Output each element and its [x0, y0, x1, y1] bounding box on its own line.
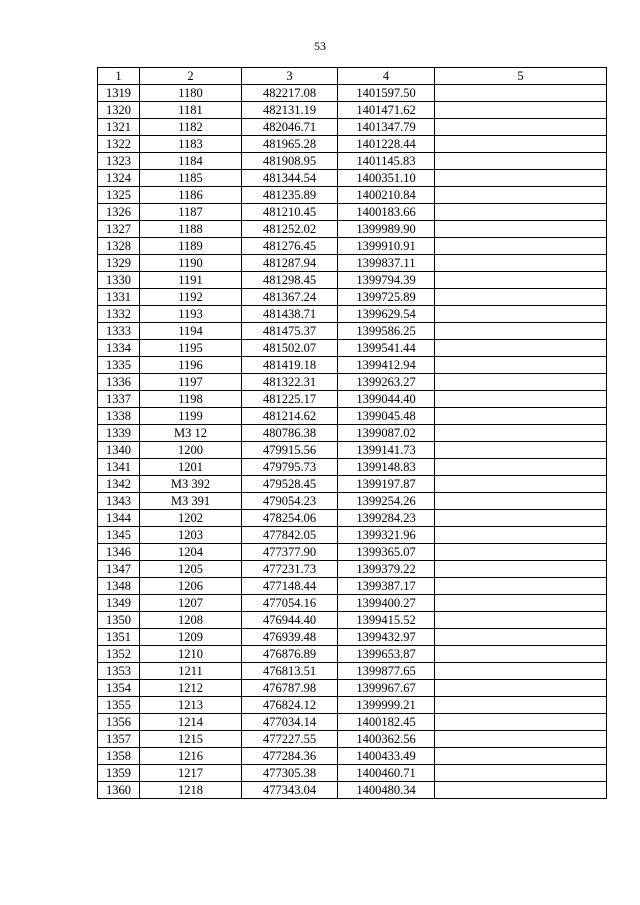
table-cell: 1399254.26 [338, 493, 435, 510]
table-cell: 1203 [140, 527, 242, 544]
table-cell: 1322 [98, 136, 140, 153]
table-row [98, 255, 607, 272]
table-cell: 1323 [98, 153, 140, 170]
table-cell: 1401471.62 [338, 102, 435, 119]
table-cell: 1354 [98, 680, 140, 697]
table-row [98, 306, 607, 323]
table-cell: 1188 [140, 221, 242, 238]
table-cell: 1335 [98, 357, 140, 374]
table-cell: 1357 [98, 731, 140, 748]
table-cell: 1338 [98, 408, 140, 425]
page-number: 53 [314, 39, 326, 53]
table-row [98, 221, 607, 238]
table-cell: 477231.73 [242, 561, 338, 578]
table-cell: 1209 [140, 629, 242, 646]
table-cell: 1399197.87 [338, 476, 435, 493]
table-cell: 1321 [98, 119, 140, 136]
table-row [98, 765, 607, 782]
table-cell: 1399141.73 [338, 442, 435, 459]
table-cell: 1329 [98, 255, 140, 272]
table-cell: 481210.45 [242, 204, 338, 221]
table-cell: 1214 [140, 714, 242, 731]
table-cell [435, 765, 607, 782]
table-row [98, 493, 607, 510]
table-row [98, 544, 607, 561]
table-cell: 1399989.90 [338, 221, 435, 238]
table-row [98, 272, 607, 289]
table-row [98, 119, 607, 136]
table-cell [435, 442, 607, 459]
table-cell: 1399365.07 [338, 544, 435, 561]
table-cell: 1331 [98, 289, 140, 306]
table-row [98, 714, 607, 731]
table-cell: 482217.08 [242, 85, 338, 102]
table-cell [435, 391, 607, 408]
table-cell [435, 170, 607, 187]
table-cell: 1400182.45 [338, 714, 435, 731]
table-cell [435, 238, 607, 255]
table-cell: 1400210.84 [338, 187, 435, 204]
table-cell: 1195 [140, 340, 242, 357]
table-row [98, 459, 607, 476]
table-row [98, 697, 607, 714]
table-cell [435, 340, 607, 357]
table-cell: 1353 [98, 663, 140, 680]
table-cell: 1401145.83 [338, 153, 435, 170]
table-cell [435, 544, 607, 561]
table-row [98, 782, 607, 799]
table-cell [435, 697, 607, 714]
table-cell: 1344 [98, 510, 140, 527]
table-cell [435, 782, 607, 799]
column-header: 5 [435, 68, 607, 85]
table-cell [435, 680, 607, 697]
table-cell: 1400480.34 [338, 782, 435, 799]
table-cell: 1181 [140, 102, 242, 119]
table-cell: 1399629.54 [338, 306, 435, 323]
table-cell: 1215 [140, 731, 242, 748]
table-cell: 477305.38 [242, 765, 338, 782]
table-row [98, 391, 607, 408]
table-cell: 1194 [140, 323, 242, 340]
table-cell: 1399837.11 [338, 255, 435, 272]
table-cell: 1326 [98, 204, 140, 221]
table-cell: 1350 [98, 612, 140, 629]
table-cell: 1401597.50 [338, 85, 435, 102]
table-row [98, 204, 607, 221]
table-row [98, 323, 607, 340]
table-cell: 482046.71 [242, 119, 338, 136]
table-cell: 1355 [98, 697, 140, 714]
table-row [98, 102, 607, 119]
table-cell: 1336 [98, 374, 140, 391]
table-cell: 1216 [140, 748, 242, 765]
table-cell: 1399432.97 [338, 629, 435, 646]
table-cell: 1324 [98, 170, 140, 187]
table-cell: 479528.45 [242, 476, 338, 493]
table-cell: 481214.62 [242, 408, 338, 425]
table-row [98, 238, 607, 255]
table-cell [435, 748, 607, 765]
table-cell: 476787.98 [242, 680, 338, 697]
table-row [98, 629, 607, 646]
table-cell: 1356 [98, 714, 140, 731]
table-cell: 477054.16 [242, 595, 338, 612]
table-cell: 1197 [140, 374, 242, 391]
table-cell: 482131.19 [242, 102, 338, 119]
table-cell: 1399284.23 [338, 510, 435, 527]
table-cell: 1213 [140, 697, 242, 714]
table-cell: 477227.55 [242, 731, 338, 748]
table-cell [435, 731, 607, 748]
table-cell: МЗ 391 [140, 493, 242, 510]
table-cell [435, 374, 607, 391]
table-row [98, 646, 607, 663]
table-cell: 1342 [98, 476, 140, 493]
table-cell: 1204 [140, 544, 242, 561]
table-cell: 1399412.94 [338, 357, 435, 374]
column-header: 2 [140, 68, 242, 85]
table-cell: 1400433.49 [338, 748, 435, 765]
table-cell: 1212 [140, 680, 242, 697]
table-cell: 1192 [140, 289, 242, 306]
table-cell: 1349 [98, 595, 140, 612]
table-cell: 1202 [140, 510, 242, 527]
table-cell: 1191 [140, 272, 242, 289]
table-cell: 1399045.48 [338, 408, 435, 425]
table-cell: 1399415.52 [338, 612, 435, 629]
table-row [98, 170, 607, 187]
table-cell: 1327 [98, 221, 140, 238]
table-cell: 476944.40 [242, 612, 338, 629]
table-cell: 1183 [140, 136, 242, 153]
table-cell: 1399586.25 [338, 323, 435, 340]
table-cell: 1340 [98, 442, 140, 459]
table-cell: 1400460.71 [338, 765, 435, 782]
table-cell: 1184 [140, 153, 242, 170]
table-cell [435, 221, 607, 238]
table-cell: 1345 [98, 527, 140, 544]
table-cell [435, 493, 607, 510]
table-row [98, 527, 607, 544]
table-cell [435, 102, 607, 119]
table-cell: 1399263.27 [338, 374, 435, 391]
table-cell [435, 714, 607, 731]
table-cell: 1334 [98, 340, 140, 357]
table-cell: 481367.24 [242, 289, 338, 306]
table-cell: 476824.12 [242, 697, 338, 714]
table-cell: 1211 [140, 663, 242, 680]
table-cell: 1401228.44 [338, 136, 435, 153]
table-cell [435, 476, 607, 493]
table-row [98, 510, 607, 527]
table-cell: 1346 [98, 544, 140, 561]
table-row [98, 408, 607, 425]
table-cell: 1319 [98, 85, 140, 102]
table-cell: 481344.54 [242, 170, 338, 187]
table-cell: 1190 [140, 255, 242, 272]
table-cell: 1399910.91 [338, 238, 435, 255]
table-cell: 481276.45 [242, 238, 338, 255]
table-cell: 1399379.22 [338, 561, 435, 578]
table-cell [435, 289, 607, 306]
table-cell [435, 136, 607, 153]
table-row [98, 374, 607, 391]
table-cell [435, 187, 607, 204]
table-row [98, 578, 607, 595]
table-cell: 480786.38 [242, 425, 338, 442]
table-cell: 1360 [98, 782, 140, 799]
table-row [98, 136, 607, 153]
table-cell: 1400362.56 [338, 731, 435, 748]
table-cell: 1337 [98, 391, 140, 408]
table-cell: 1359 [98, 765, 140, 782]
table-cell [435, 510, 607, 527]
table-row [98, 748, 607, 765]
table-cell: 1210 [140, 646, 242, 663]
coordinates-table [97, 67, 607, 799]
table-cell: 481287.94 [242, 255, 338, 272]
table-cell [435, 306, 607, 323]
table-cell [435, 578, 607, 595]
table-cell [435, 612, 607, 629]
table-cell: 481225.17 [242, 391, 338, 408]
table-cell: 481322.31 [242, 374, 338, 391]
table-cell: 1339 [98, 425, 140, 442]
table-cell: 1208 [140, 612, 242, 629]
table-cell: 1399967.67 [338, 680, 435, 697]
table-cell: 476813.51 [242, 663, 338, 680]
table-cell: 1198 [140, 391, 242, 408]
table-cell: 1196 [140, 357, 242, 374]
table-cell: 1358 [98, 748, 140, 765]
table-cell [435, 119, 607, 136]
table-cell: 478254.06 [242, 510, 338, 527]
table-cell: 476939.48 [242, 629, 338, 646]
table-cell: 1186 [140, 187, 242, 204]
table-cell: 1399321.96 [338, 527, 435, 544]
table-cell: 1332 [98, 306, 140, 323]
table-cell: 481438.71 [242, 306, 338, 323]
table-row [98, 680, 607, 697]
table-cell: 476876.89 [242, 646, 338, 663]
table-cell: 1325 [98, 187, 140, 204]
table-cell: 481502.07 [242, 340, 338, 357]
table-cell [435, 425, 607, 442]
table-cell: 481298.45 [242, 272, 338, 289]
table-cell: 1399087.02 [338, 425, 435, 442]
table-row [98, 425, 607, 442]
table-cell: 477343.04 [242, 782, 338, 799]
table-row [98, 442, 607, 459]
table-cell: 1399725.89 [338, 289, 435, 306]
table-cell: 1205 [140, 561, 242, 578]
table-cell [435, 153, 607, 170]
table-cell: 1207 [140, 595, 242, 612]
table-cell: 1399877.65 [338, 663, 435, 680]
table-cell [435, 357, 607, 374]
table-cell [435, 646, 607, 663]
table-cell: 1399044.40 [338, 391, 435, 408]
table-cell: 1341 [98, 459, 140, 476]
table-cell: МЗ 392 [140, 476, 242, 493]
table-cell: 1347 [98, 561, 140, 578]
table-row [98, 289, 607, 306]
table-cell: 477284.36 [242, 748, 338, 765]
table-row [98, 612, 607, 629]
table-row [98, 476, 607, 493]
table-cell: 1206 [140, 578, 242, 595]
table-cell: 481908.95 [242, 153, 338, 170]
table-row [98, 731, 607, 748]
table-row [98, 153, 607, 170]
table-cell: 1330 [98, 272, 140, 289]
table-row [98, 595, 607, 612]
table-cell: 477842.05 [242, 527, 338, 544]
table-cell: 1217 [140, 765, 242, 782]
column-header: 1 [98, 68, 140, 85]
table-cell [435, 255, 607, 272]
table-cell [435, 561, 607, 578]
table-cell [435, 595, 607, 612]
table-cell: МЗ 12 [140, 425, 242, 442]
table-cell: 1399794.39 [338, 272, 435, 289]
table-row [98, 340, 607, 357]
table-cell: 479054.23 [242, 493, 338, 510]
table-cell: 1399541.44 [338, 340, 435, 357]
table-cell: 1193 [140, 306, 242, 323]
table-row [98, 187, 607, 204]
table-cell [435, 459, 607, 476]
table-cell: 481965.28 [242, 136, 338, 153]
table-cell: 1320 [98, 102, 140, 119]
table-cell: 1199 [140, 408, 242, 425]
table-cell: 481419.18 [242, 357, 338, 374]
table-cell: 1399400.27 [338, 595, 435, 612]
table-cell: 1351 [98, 629, 140, 646]
table-cell: 479915.56 [242, 442, 338, 459]
table-cell: 1400351.10 [338, 170, 435, 187]
table-cell: 1343 [98, 493, 140, 510]
table-cell: 1401347.79 [338, 119, 435, 136]
table-header-row [98, 68, 607, 85]
table-cell: 1201 [140, 459, 242, 476]
table-cell: 1180 [140, 85, 242, 102]
table-cell: 1189 [140, 238, 242, 255]
table-cell: 477377.90 [242, 544, 338, 561]
table-cell: 1399148.83 [338, 459, 435, 476]
column-header: 3 [242, 68, 338, 85]
table-row [98, 663, 607, 680]
column-header: 4 [338, 68, 435, 85]
table-cell: 1182 [140, 119, 242, 136]
table-cell: 1185 [140, 170, 242, 187]
table-cell [435, 629, 607, 646]
table-cell: 1352 [98, 646, 140, 663]
table-cell: 1218 [140, 782, 242, 799]
table-row [98, 85, 607, 102]
table-cell: 1348 [98, 578, 140, 595]
table-cell: 479795.73 [242, 459, 338, 476]
table-cell [435, 663, 607, 680]
table-cell: 481235.89 [242, 187, 338, 204]
table-body [98, 85, 607, 799]
table-row [98, 561, 607, 578]
table-cell: 1399653.87 [338, 646, 435, 663]
table-cell: 1400183.66 [338, 204, 435, 221]
table-cell: 481475.37 [242, 323, 338, 340]
table-cell: 481252.02 [242, 221, 338, 238]
table-cell: 477034.14 [242, 714, 338, 731]
table-cell: 1333 [98, 323, 140, 340]
table-cell: 1200 [140, 442, 242, 459]
table-cell [435, 323, 607, 340]
table-cell [435, 527, 607, 544]
table-cell [435, 85, 607, 102]
table-cell [435, 408, 607, 425]
table-cell: 1399387.17 [338, 578, 435, 595]
table-cell [435, 272, 607, 289]
table-cell: 1328 [98, 238, 140, 255]
table-cell [435, 204, 607, 221]
table-cell: 477148.44 [242, 578, 338, 595]
table-cell: 1187 [140, 204, 242, 221]
table-row [98, 357, 607, 374]
table-cell: 1399999.21 [338, 697, 435, 714]
